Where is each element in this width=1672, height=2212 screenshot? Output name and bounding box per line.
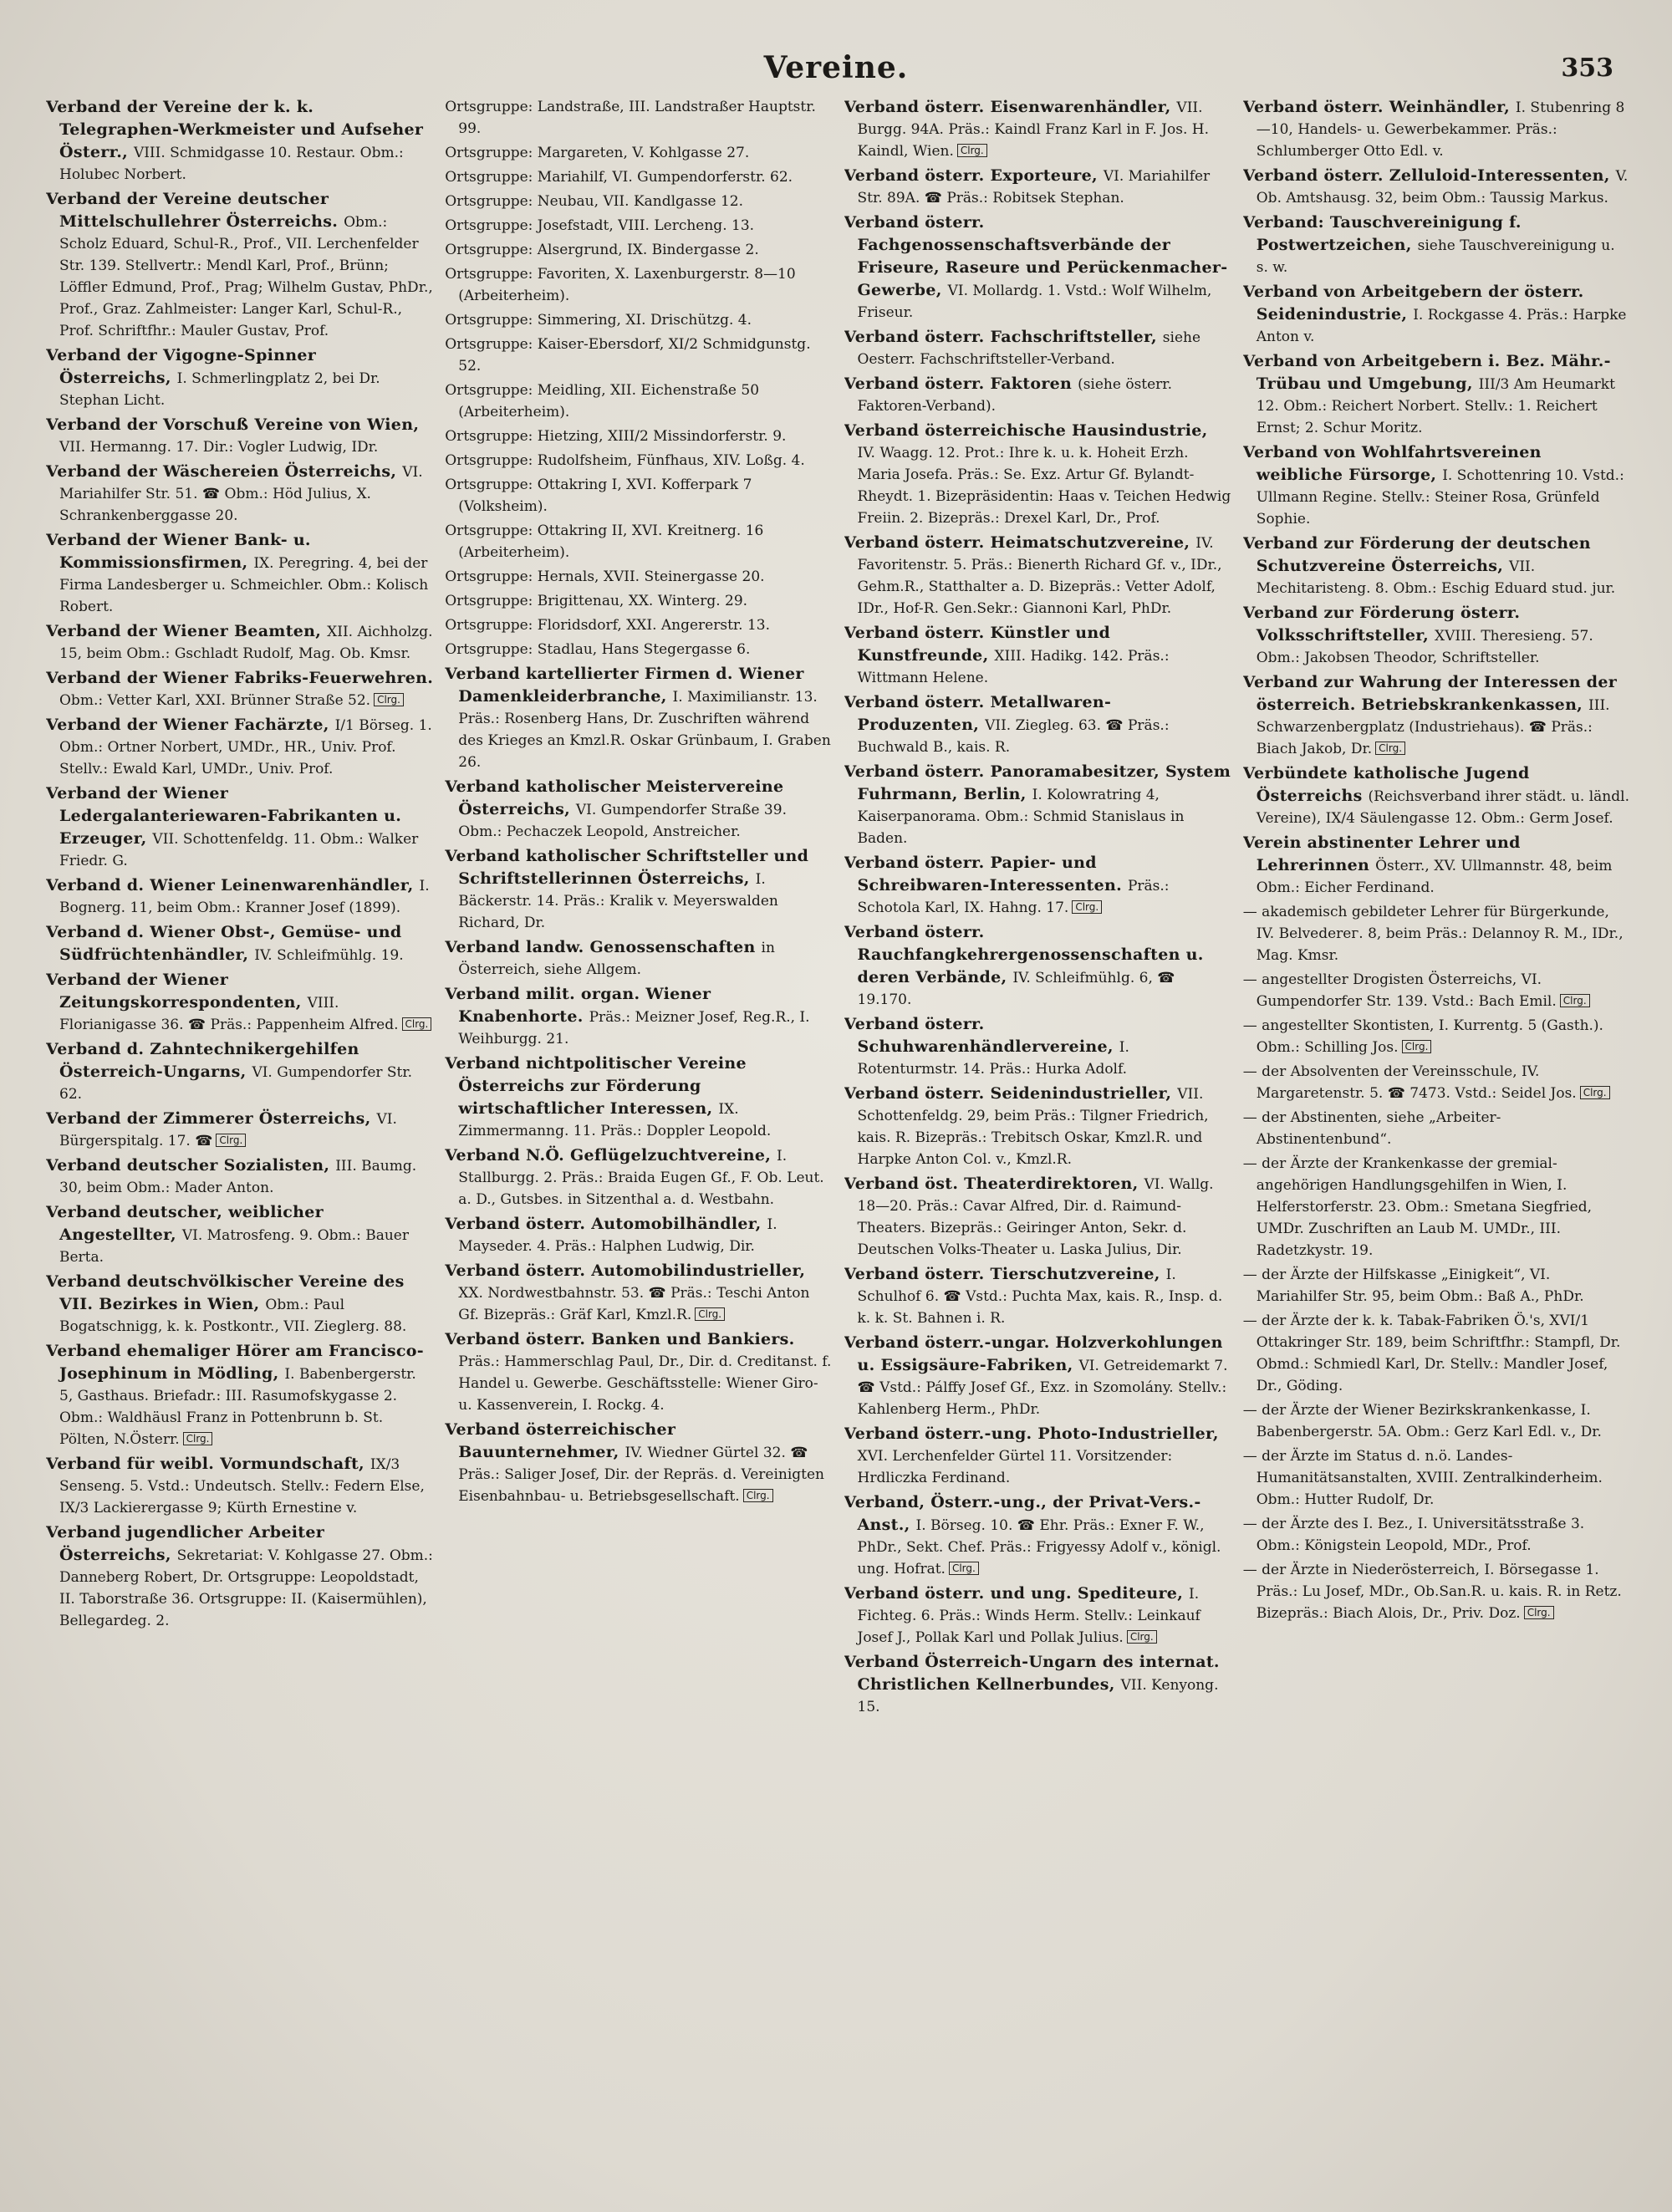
entry-details: Sekretariat: V. Kohlgasse 27. Obm.: Danneberg Robert, Dr. Ortsgruppe: Leopoldstadt, II. Taborstraße 36. Ortsgruppe: II. (Kaisermühlen), Bellegardeg. 2.	[59, 1547, 433, 1629]
entry-name: Verband österreichischer Bauunternehmer,	[445, 1420, 676, 1461]
directory-entry	[844, 1332, 1231, 1420]
entry-details: — der Ärzte der Krankenkasse der gremial-angehörigen Handlungsgehilfen in Wien, I. Helferstorferstr. 23. Obm.: Smetana Siegfried, UMDr. Zuschriften an Laub M. UMDr., III. Radetzkystr. 19.	[1242, 1155, 1592, 1259]
directory-entry	[445, 166, 832, 188]
phone-badge: Clrg.	[1580, 1086, 1610, 1099]
entry-name: Verband der Wiener Ledergalanteriewaren-Fabrikanten u. Erzeuger,	[46, 784, 402, 848]
column-1	[46, 96, 433, 2186]
directory-entry	[844, 532, 1231, 619]
directory-entry	[445, 450, 832, 471]
directory-entry	[1243, 212, 1630, 278]
entry-details: Österr., XV. Ullmannstr. 48, beim Obm.: Eicher Ferdinand.	[1256, 858, 1613, 896]
entry-details: I. Fichteg. 6. Präs.: Winds Herm. Stellv.: Leinkauf Josef J., Pollak Karl und Pollak Julius.	[857, 1586, 1200, 1646]
directory-entry	[46, 188, 433, 342]
entry-name: Verband der Wiener Bank- u. Kommissionsfirmen,	[46, 531, 311, 572]
directory-entry	[844, 852, 1231, 919]
entry-details: I. Schottenring 10. Vstd.: Ullmann Regine. Stellv.: Steiner Rosa, Grünfeld Sophie.	[1256, 467, 1624, 528]
entry-details: Ortsgruppe: Josefstadt, VIII. Lercheng. 13.	[445, 217, 755, 234]
directory-entry	[46, 344, 433, 411]
entry-name: Verband ehemaliger Hörer am Francisco-Josephinum in Mödling,	[46, 1342, 424, 1383]
entry-name: Verband österr. Automobilhändler,	[445, 1215, 767, 1233]
entry-details: VIII. Schmidgasse 10. Restaur. Obm.: Holubec Norbert.	[59, 145, 404, 183]
entry-details: — der Ärzte der Hilfskasse „Einigkeit“, VI. Mariahilfer Str. 95, beim Obm.: Baß A., PhDr.	[1242, 1267, 1584, 1305]
directory-entry	[844, 1583, 1231, 1649]
entry-name: Verband österr. Fachgenossenschaftsverbände der Friseure, Raseure und Perückenmacher-Gewerbe,	[844, 213, 1228, 299]
entry-details: XX. Nordwestbahnstr. 53. ☎ Präs.: Teschi Anton Gf. Bizepräs.: Gräf Karl, Kmzl.R.	[458, 1285, 810, 1323]
entry-name: Verband österreichische Hausindustrie,	[844, 421, 1208, 440]
entry-name: Verband deutschvölkischer Vereine des VII. Bezirkes in Wien,	[46, 1272, 405, 1313]
entry-details: I. Börseg. 10. ☎ Ehr. Präs.: Exner F. W., PhDr., Sekt. Chef. Präs.: Frigyessy Adolf v., königl. ung. Hofrat.	[857, 1517, 1221, 1577]
entry-details: — der Ärzte der k. k. Tabak-Fabriken Ö.'s, XVI/1 Ottakringer Str. 189, beim Schriftfhr.: Stampfl, Dr. Obmd.: Schmiedl Karl, Dr. Stellv.: Mandler Josef, Dr., Göding.	[1242, 1312, 1621, 1394]
entry-name: Verband deutscher, weiblicher Angestellter,	[46, 1203, 324, 1244]
entry-name: Verband nichtpolitischer Vereine Österreichs zur Förderung wirtschaftlicher Interessen,	[445, 1054, 747, 1118]
entry-details: I. Stubenring 8—10, Handels- u. Gewerbekammer. Präs.: Schlumberger Otto Edl. v.	[1256, 99, 1625, 160]
entry-name: Verband österr. Automobilindustrieller,	[445, 1261, 806, 1280]
directory-entry	[46, 1271, 433, 1338]
directory-entry	[844, 921, 1231, 1011]
entry-name: Verband österr. Papier- und Schreibwaren-Interessenten.	[844, 854, 1128, 894]
entry-details: Ortsgruppe: Favoriten, X. Laxenburgerstr. 8—10 (Arbeiterheim).	[445, 266, 796, 304]
directory-entry	[46, 620, 433, 665]
directory-entry	[445, 215, 832, 237]
entry-name: Verband N.Ö. Geflügelzuchtvereine,	[445, 1146, 777, 1165]
entry-details: Ortsgruppe: Margareten, V. Kohlgasse 27.	[445, 145, 750, 161]
entry-details: Ortsgruppe: Hietzing, XIII/2 Missindorferstr. 9.	[445, 428, 787, 445]
directory-entry	[844, 96, 1231, 162]
entry-details: III. Baumg. 30, beim Obm.: Mader Anton.	[59, 1158, 417, 1196]
entry-details: I. Bäckerstr. 14. Präs.: Kralik v. Meyerswalden Richard, Dr.	[458, 871, 778, 931]
entry-details: I. Schulhof 6. ☎ Vstd.: Puchta Max, kais. R., Insp. d. k. k. St. Bahnen i. R.	[857, 1267, 1223, 1327]
entry-details: — der Ärzte der Wiener Bezirkskrankenkasse, I. Babenbergerstr. 5A. Obm.: Gerz Karl Edl. v., Dr.	[1242, 1402, 1602, 1440]
entry-name: Verband österr. Metallwaren-Produzenten,	[844, 693, 1112, 734]
directory-entry	[445, 614, 832, 636]
entry-details: IX/3 Senseng. 5. Vstd.: Undeutsch. Stellv.: Federn Else, IX/3 Lackierergasse 9; Kürth Ernestine v.	[59, 1456, 425, 1516]
directory-entry	[844, 1423, 1231, 1489]
directory-entry	[445, 142, 832, 164]
entry-name: Verband d. Wiener Obst-, Gemüse- und Südfrüchtenhändler,	[46, 923, 402, 964]
entry-details: IV. Waagg. 12. Prot.: Ihre k. u. k. Hoheit Erzh. Maria Josefa. Präs.: Se. Exz. Artur Gf. Bylandt-Rheydt. 1. Bizepräsidentin: Haas v. Teichen Hedwig Freiin. 2. Bizepräs.: Drexel Karl, Dr., Prof.	[857, 445, 1231, 527]
phone-badge: Clrg.	[1072, 900, 1102, 914]
entry-name: Verband der Vorschuß Vereine von Wien,	[46, 415, 420, 434]
entry-name: Verband der Zimmerer Österreichs,	[46, 1109, 377, 1128]
entry-details: VI. Mariahilfer Str. 51. ☎ Obm.: Höd Julius, X. Schrankenberggasse 20.	[59, 464, 423, 524]
entry-details: Obm.: Scholz Eduard, Schul-R., Prof., VII. Lerchenfelder Str. 139. Stellvertr.: Mendl Karl, Prof., Brünn; Löffler Edmund, Prof., Prag; Wilhelm Gustav, PhDr., Prof., Graz. Zahlmeister: Langer Karl, Schul-R., Prof. Schriftfhr.: Mauler Gustav, Prof.	[59, 214, 433, 339]
directory-entry	[445, 1144, 832, 1210]
directory-entry	[1243, 1310, 1630, 1397]
directory-entry	[1243, 1061, 1630, 1104]
phone-badge: Clrg.	[1375, 742, 1405, 755]
directory-entry	[1243, 1513, 1630, 1557]
page-header	[50, 42, 1622, 92]
directory-entry	[1243, 533, 1630, 599]
entry-details: — der Ärzte des I. Bez., I. Universitätsstraße 3. Obm.: Königstein Leopold, MDr., Prof.	[1242, 1516, 1585, 1554]
entry-details: Obm.: Paul Bogatschnigg, k. k. Postkontr., VII. Zieglerg. 88.	[59, 1297, 407, 1335]
entry-details: Ortsgruppe: Rudolfsheim, Fünfhaus, XIV. Loßg. 4.	[445, 452, 805, 469]
entry-details: Präs.: Meizner Josef, Reg.R., I. Weihburgg. 21.	[458, 1009, 810, 1047]
directory-entry	[1243, 1445, 1630, 1511]
directory-entry	[844, 1263, 1231, 1329]
directory-entry	[844, 1083, 1231, 1170]
phone-badge: Clrg.	[695, 1307, 725, 1321]
entry-details: Ortsgruppe: Stadlau, Hans Stegergasse 6.	[445, 641, 751, 658]
entry-name: Verband österr. Zelluloid-Interessenten,	[1242, 166, 1616, 185]
entry-name: Verband von Wohlfahrtsvereinen weibliche Fürsorge,	[1242, 443, 1542, 484]
directory-entry	[844, 1491, 1231, 1580]
directory-entry	[46, 714, 433, 780]
entry-details: VI. Mollardg. 1. Vstd.: Wolf Wilhelm, Friseur.	[857, 283, 1212, 321]
directory-entry	[445, 1052, 832, 1142]
directory-entry	[445, 936, 832, 981]
phone-badge: Clrg.	[183, 1432, 213, 1445]
entry-name: Verband von Arbeitgebern i. Bez. Mähr.-Trübau und Umgebung,	[1242, 352, 1611, 393]
directory-entry	[844, 691, 1231, 758]
entry-details: I. Stallburgg. 2. Präs.: Braida Eugen Gf., F. Ob. Leut. a. D., Gutsbes. in Sitzenthal a. d. Westbahn.	[458, 1148, 824, 1208]
entry-name: Verband d. Zahntechnikergehilfen Österreich-Ungarns,	[46, 1040, 359, 1081]
entry-name: Verband zur Förderung österr. Volksschriftsteller,	[1242, 604, 1521, 645]
entry-details: III/3 Am Heumarkt 12. Obm.: Reichert Norbert. Stellv.: 1. Reichert Ernst; 2. Schur Moritz.	[1256, 376, 1615, 436]
entry-name: Verbündete katholische Jugend Österreichs	[1242, 764, 1530, 805]
entry-name: Verband österr. Schuhwarenhändlervereine,	[844, 1015, 1119, 1056]
directory-entry	[445, 426, 832, 447]
entry-details: Präs.: Schotola Karl, IX. Hahng. 17.	[857, 878, 1170, 916]
entry-name: Verband: Tauschvereinigung f. Postwertzeichen,	[1242, 213, 1522, 254]
entry-name: Verband von Arbeitgebern der österr. Seidenindustrie,	[1242, 283, 1584, 324]
entry-details: Ortsgruppe: Mariahilf, VI. Gumpendorferstr. 62.	[445, 169, 793, 186]
directory-entry	[445, 1213, 832, 1257]
entry-name: Verband der Vereine der k. k. Telegraphen-Werkmeister und Aufseher Österr.,	[46, 98, 424, 161]
directory-entry	[445, 239, 832, 261]
directory-entry	[844, 622, 1231, 689]
directory-entry	[844, 1013, 1231, 1080]
directory-entry	[844, 212, 1231, 324]
directory-entry	[445, 1419, 832, 1507]
entry-name: Verband jugendlicher Arbeiter Österreichs,	[46, 1523, 325, 1564]
entry-details: (Reichsverband ihrer städt. u. ländl. Vereine), IX/4 Säulengasse 12. Obm.: Germ Josef.	[1256, 788, 1629, 827]
directory-entry	[46, 461, 433, 527]
entry-name: Verband der Wäschereien Österreichs,	[46, 462, 403, 481]
directory-entry	[46, 1340, 433, 1450]
column-4	[1243, 96, 1630, 2186]
directory-entry	[1243, 96, 1630, 162]
entry-details: V. Ob. Amtshausg. 32, beim Obm.: Taussig Markus.	[1256, 168, 1629, 206]
entry-details: VI. Wallg. 18—20. Präs.: Cavar Alfred, Dir. d. Raimund-Theaters. Bizepräs.: Geiringer Anton, Sekr. d. Deutschen Volks-Theater u. Laska Julius, Dir.	[857, 1176, 1214, 1258]
directory-entry	[445, 1260, 832, 1326]
entry-name: Verband der Vereine deutscher Mittelschullehrer Österreichs.	[46, 190, 344, 231]
directory-entry	[844, 373, 1231, 417]
entry-name: Verband österr. Tierschutzvereine,	[844, 1265, 1166, 1283]
directory-entry	[46, 667, 433, 711]
entry-details: Ortsgruppe: Kaiser-Ebersdorf, XI/2 Schmidgunstg. 52.	[445, 336, 811, 375]
phone-badge: Clrg.	[402, 1017, 432, 1031]
entry-details: IV. Wiedner Gürtel 32. ☎ Präs.: Saliger Josef, Dir. der Repräs. d. Vereinigten Eisenbahnbau- u. Betriebsgesellschaft.	[458, 1445, 825, 1505]
entry-details: I/1 Börseg. 1. Obm.: Ortner Norbert, UMDr., HR., Univ. Prof. Stellv.: Ewald Karl, UMDr., Univ. Prof.	[59, 717, 432, 777]
entry-details: in Österreich, siehe Allgem.	[458, 940, 775, 978]
directory-entry	[1243, 281, 1630, 348]
entry-name: Verband der Wiener Fabriks-Feuerwehren.	[46, 669, 434, 687]
entry-details: VI. Getreidemarkt 7. ☎ Vstd.: Pálffy Josef Gf., Exz. in Szomolány. Stellv.: Kahlenberg Herm., PhDr.	[857, 1358, 1228, 1418]
entry-name: Verband österr. und ung. Spediteure,	[844, 1584, 1190, 1603]
entry-details: — der Absolventen der Vereinsschule, IV. Margaretenstr. 5. ☎ 7473. Vstd.: Seidel Jos.	[1242, 1063, 1577, 1102]
entry-name: Verband öst. Theaterdirektoren,	[844, 1175, 1144, 1193]
directory-entry	[1243, 602, 1630, 669]
directory-entry	[445, 776, 832, 843]
directory-entry	[445, 590, 832, 612]
entry-name: Verband Österreich-Ungarn des internat. Christlichen Kellnerbundes,	[844, 1653, 1220, 1694]
entry-details: — der Abstinenten, siehe „Arbeiter-Abstinentenbund“.	[1242, 1109, 1501, 1148]
columns	[46, 96, 1630, 2186]
directory-entry	[46, 1154, 433, 1199]
entry-name: Verband österr. Künstler und Kunstfreunde,	[844, 624, 1111, 665]
entry-name: Verband landw. Genossenschaften	[445, 938, 762, 956]
directory-entry	[844, 1173, 1231, 1261]
entry-name: Verband der Wiener Fachärzte,	[46, 716, 335, 734]
directory-entry	[1243, 1559, 1630, 1624]
phone-badge: Clrg.	[1560, 994, 1590, 1007]
entry-details: VII. Kenyong. 15.	[857, 1677, 1219, 1715]
entry-details: VII. Schottenfeldg. 11. Obm.: Walker Friedr. G.	[59, 831, 419, 869]
entry-details: VII. Mechitaristeng. 8. Obm.: Eschig Eduard stud. jur.	[1256, 558, 1616, 597]
entry-name: Verband für weibl. Vormundschaft,	[46, 1455, 370, 1473]
entry-details: IX. Zimmermanng. 11. Präs.: Doppler Leopold.	[458, 1101, 772, 1139]
entry-name: Verband österr. Fachschriftsteller,	[844, 328, 1163, 346]
entry-name: Verband, Österr.-ung., der Privat-Vers.-Anst.,	[844, 1493, 1201, 1534]
entry-details: XIII. Hadikg. 142. Präs.: Wittmann Helene.	[857, 648, 1170, 686]
phone-badge: Clrg.	[216, 1134, 246, 1147]
entry-details: III. Schwarzenbergplatz (Industriehaus). ☎ Präs.: Biach Jakob, Dr.	[1256, 697, 1610, 757]
column-3	[844, 96, 1231, 2186]
directory-entry	[46, 921, 433, 966]
directory-entry	[1243, 901, 1630, 966]
entry-name: Verband österr. Heimatschutzvereine,	[844, 533, 1196, 552]
entry-details: Ortsgruppe: Hernals, XVII. Steinergasse 20.	[445, 568, 765, 585]
entry-name: Verband österr.-ung. Photo-Industrieller,	[844, 1425, 1219, 1443]
directory-entry	[46, 96, 433, 186]
directory-entry	[1243, 762, 1630, 829]
directory-entry	[46, 1108, 433, 1152]
entry-name: Verein abstinenter Lehrer und Lehrerinnen	[1242, 833, 1521, 874]
directory-entry	[445, 334, 832, 377]
directory-entry	[1243, 969, 1630, 1012]
entry-details: — der Ärzte im Status d. n.ö. Landes-Humanitätsanstalten, XVIII. Zentralkinderheim. Obm.: Hutter Rudolf, Dr.	[1242, 1448, 1603, 1508]
directory-entry	[445, 566, 832, 588]
entry-details: I. Mayseder. 4. Präs.: Halphen Ludwig, Dir.	[458, 1216, 777, 1255]
entry-details: IV. Schleifmühlg. 6, ☎ 19.170.	[857, 970, 1175, 1008]
entry-details: IV. Favoritenstr. 5. Präs.: Bienerth Richard Gf. v., IDr., Gehm.R., Statthalter a. D. Bizepräs.: Vetter Adolf, IDr., Hof-R. Gen.Sekr.: Giannoni Karl, PhDr.	[857, 535, 1222, 617]
column-2	[445, 96, 832, 2186]
entry-details: Ortsgruppe: Neubau, VII. Kandlgasse 12.	[445, 193, 744, 210]
entry-name: Verband milit. organ. Wiener Knabenhorte.	[445, 985, 711, 1026]
directory-entry	[46, 782, 433, 872]
directory-entry	[46, 529, 433, 618]
entry-details: Ortsgruppe: Floridsdorf, XXI. Angererstr. 13.	[445, 617, 771, 634]
entry-details: VII. Schottenfeldg. 29, beim Präs.: Tilgner Friedrich, kais. R. Bizepräs.: Trebitsch Oskar, Kmzl.R. und Harpke Anton Col. v., Kmzl.R.	[857, 1086, 1209, 1168]
directory-entry	[445, 474, 832, 517]
entry-name: Verband der Wiener Zeitungskorrespondenten,	[46, 971, 308, 1012]
entry-details: VI. Matrosfeng. 9. Obm.: Bauer Berta.	[59, 1227, 409, 1266]
entry-name: Verband österr. Weinhändler,	[1242, 98, 1516, 116]
directory-entry	[46, 1453, 433, 1519]
entry-details: VIII. Florianigasse 36. ☎ Präs.: Pappenheim Alfred.	[59, 995, 399, 1033]
entry-name: Verband katholischer Schriftsteller und Schriftstellerinnen Österreichs,	[445, 847, 809, 888]
entry-details: — angestellter Drogisten Österreichs, VI. Gumpendorfer Str. 139. Vstd.: Bach Emil.	[1242, 971, 1557, 1010]
entry-details: VII. Ziegleg. 63. ☎ Präs.: Buchwald B., kais. R.	[857, 717, 1170, 756]
entry-details: I. Schmerlingplatz 2, bei Dr. Stephan Licht.	[59, 370, 380, 409]
directory-entry	[1243, 165, 1630, 209]
entry-details: VI. Gumpendorfer Straße 39. Obm.: Pechaczek Leopold, Anstreicher.	[458, 802, 787, 840]
entry-name: Verband d. Wiener Leinenwarenhändler,	[46, 876, 420, 894]
entry-details: Ortsgruppe: Meidling, XII. Eichenstraße 50 (Arbeiterheim).	[445, 382, 760, 420]
entry-name: Verband deutscher Sozialisten,	[46, 1156, 336, 1175]
entry-details: Obm.: Vetter Karl, XXI. Brünner Straße 52.	[59, 692, 371, 709]
directory-entry	[445, 191, 832, 212]
directory-entry	[844, 1651, 1231, 1718]
directory-entry	[445, 983, 832, 1050]
entry-details: VI. Gumpendorfer Str. 62.	[59, 1064, 413, 1103]
directory-entry	[1243, 350, 1630, 439]
entry-name: Verband österr. Seidenindustrieller,	[844, 1084, 1178, 1103]
entry-details: I. Rockgasse 4. Präs.: Harpke Anton v.	[1256, 307, 1627, 345]
entry-details: — der Ärzte in Niederösterreich, I. Börsegasse 1. Präs.: Lu Josef, MDr., Ob.San.R. u. kais. R. in Retz. Bizepräs.: Biach Alois, Dr., Priv. Doz.	[1242, 1562, 1622, 1622]
directory-entry	[1243, 671, 1630, 760]
entry-name: Verband der Vigogne-Spinner Österreichs,	[46, 346, 317, 387]
directory-entry	[1243, 1015, 1630, 1058]
directory-entry	[844, 420, 1231, 529]
directory-entry	[46, 1038, 433, 1105]
entry-name: Verband der Wiener Beamten,	[46, 622, 328, 640]
entry-details: siehe Tauschvereinigung u. s. w.	[1256, 237, 1615, 276]
entry-details: IX. Peregring. 4, bei der Firma Landesberger u. Schmeichler. Obm.: Kolisch Robert.	[59, 555, 429, 615]
entry-details: XVIII. Theresieng. 57. Obm.: Jakobsen Theodor, Schriftsteller.	[1256, 628, 1593, 666]
entry-details: VII. Hermanng. 17. Dir.: Vogler Ludwig, IDr.	[59, 439, 379, 456]
entry-details: Ortsgruppe: Alsergrund, IX. Bindergasse 2.	[445, 242, 759, 258]
entry-details: I. Kolowratring 4, Kaiserpanorama. Obm.: Schmid Stanislaus in Baden.	[857, 787, 1185, 847]
directory-entry	[844, 326, 1231, 370]
directory-entry	[46, 1201, 433, 1268]
directory-entry	[1243, 1107, 1630, 1150]
directory-entry	[445, 1328, 832, 1416]
entry-details: (siehe österr. Faktoren-Verband).	[857, 376, 1172, 415]
entry-details: VII. Burgg. 94A. Präs.: Kaindl Franz Karl in F. Jos. H. Kaindl, Wien.	[857, 99, 1209, 160]
entry-details: Ortsgruppe: Ottakring I, XVI. Kofferpark 7 (Volksheim).	[445, 477, 752, 515]
entry-details: — akademisch gebildeter Lehrer für Bürgerkunde, IV. Belvederег. 8, beim Präs.: Delannoy R. M., IDr., Mag. Kmsr.	[1242, 904, 1624, 964]
phone-badge: Clrg.	[1402, 1040, 1432, 1053]
entry-details: VI. Bürgerspitalg. 17. ☎	[59, 1111, 397, 1149]
directory-entry	[844, 761, 1231, 849]
phone-badge: Clrg.	[957, 144, 987, 157]
directory-entry	[445, 309, 832, 331]
entry-details: Ortsgruppe: Simmering, XI. Drischützg. 4.	[445, 312, 752, 329]
entry-name: Verband österr. Eisenwarenhändler,	[844, 98, 1177, 116]
entry-details: Präs.: Hammerschlag Paul, Dr., Dir. d. Creditanst. f. Handel u. Gewerbe. Geschäftsstelle: Wiener Giro- u. Kassenverein, I. Rockg. 4.	[458, 1353, 832, 1414]
directory-entry	[445, 845, 832, 934]
directory-entry	[46, 969, 433, 1036]
directory-entry	[445, 639, 832, 660]
directory-entry	[46, 874, 433, 919]
phone-badge: Clrg.	[374, 693, 404, 706]
entry-details: siehe Oesterr. Fachschriftsteller-Verband.	[857, 329, 1201, 368]
directory-entry	[1243, 1153, 1630, 1261]
entry-details: I. Maximilianstr. 13. Präs.: Rosenberg Hans, Dr. Zuschriften während des Krieges an Kmzl.R. Oskar Grünbaum, I. Graben 26.	[458, 689, 831, 771]
directory-entry	[1243, 1264, 1630, 1307]
entry-details: IV. Schleifmühlg. 19.	[254, 947, 404, 964]
entry-details: Ortsgruppe: Landstraße, III. Landstraßer Hauptstr. 99.	[445, 99, 816, 137]
directory-entry	[445, 263, 832, 307]
directory-entry	[1243, 1399, 1630, 1443]
section-title: Vereine.	[763, 50, 909, 85]
entry-name: Verband österr. Panoramabesitzer, System Fuhrmann, Berlin,	[844, 762, 1231, 803]
entry-name: Verband österr. Banken und Bankiers.	[445, 1330, 795, 1348]
entry-details: VI. Mariahilfer Str. 89A. ☎ Präs.: Robitsek Stephan.	[857, 168, 1211, 206]
directory-entry	[445, 520, 832, 563]
entry-details: XII. Aichholzg. 15, beim Obm.: Gschladt Rudolf, Mag. Ob. Kmsr.	[59, 624, 433, 662]
entry-details: I. Bognerg. 11, beim Obm.: Kranner Josef (1899).	[59, 878, 430, 916]
entry-name: Verband kartellierter Firmen d. Wiener Damenkleiderbranche,	[445, 665, 804, 706]
entry-details: XVI. Lerchenfelder Gürtel 11. Vorsitzender: Hrdliczka Ferdinand.	[857, 1448, 1173, 1486]
directory-entry	[445, 663, 832, 773]
directory-entry	[46, 1521, 433, 1632]
directory-entry	[844, 165, 1231, 209]
phone-badge: Clrg.	[1524, 1606, 1554, 1619]
entry-details: — angestellter Skontisten, I. Kurrentg. 5 (Gasth.). Obm.: Schilling Jos.	[1242, 1017, 1603, 1056]
directory-entry	[46, 414, 433, 458]
entry-name: Verband zur Wahrung der Interessen der österreich. Betriebskrankenkassen,	[1242, 673, 1618, 714]
entry-name: Verband österr. Faktoren	[844, 375, 1078, 393]
entry-details: Ortsgruppe: Ottakring II, XVI. Kreitnerg. 16 (Arbeiterheim).	[445, 522, 764, 561]
directory-entry	[445, 96, 832, 140]
directory-entry	[445, 380, 832, 423]
phone-badge: Clrg.	[743, 1489, 773, 1502]
entry-name: Verband österr. Exporteure,	[844, 166, 1104, 185]
directory-entry	[1243, 832, 1630, 899]
entry-name: Verband zur Förderung der deutschen Schutzvereine Österreichs,	[1242, 534, 1591, 575]
entry-name: Verband österr. Rauchfangkehrergenossenschaften u. deren Verbände,	[844, 923, 1204, 986]
phone-badge: Clrg.	[949, 1562, 979, 1575]
entry-details: Ortsgruppe: Brigittenau, XX. Winterg. 29.	[445, 593, 748, 609]
page-number: 353	[1561, 54, 1613, 83]
phone-badge: Clrg.	[1127, 1630, 1157, 1644]
entry-details: I. Babenbergerstr. 5, Gasthaus. Briefadr.: III. Rasumofskygasse 2. Obm.: Waldhäusl Franz in Pottenbrunn b. St. Pölten, N.Österr.	[59, 1366, 416, 1448]
directory-entry	[1243, 441, 1630, 530]
entry-name: Verband katholischer Meistervereine Österreichs,	[445, 777, 784, 818]
entry-details: I. Rotenturmstr. 14. Präs.: Hurka Adolf.	[857, 1039, 1129, 1078]
entry-name: Verband österr.-ungar. Holzverkohlungen u. Essigsäure-Fabriken,	[844, 1333, 1223, 1374]
